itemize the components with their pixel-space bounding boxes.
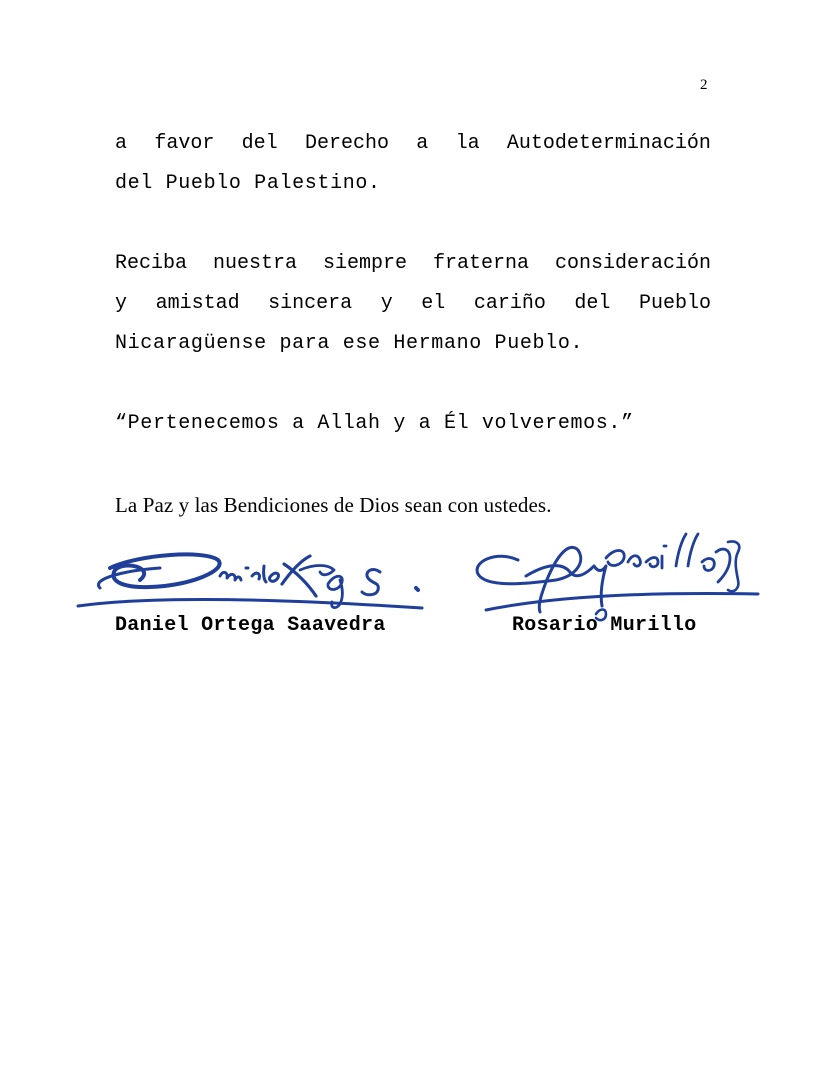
word: a bbox=[416, 132, 429, 155]
word: siempre bbox=[322, 252, 407, 275]
word: consideración bbox=[554, 252, 711, 275]
word: la bbox=[455, 132, 480, 155]
quote-line: “Pertenecemos a Allah y a Él volveremos.” bbox=[115, 412, 634, 435]
word: a bbox=[115, 132, 128, 155]
word: nuestra bbox=[212, 252, 297, 275]
page-number: 2 bbox=[700, 77, 708, 93]
paragraph-2-line-2 bbox=[115, 291, 711, 317]
paragraph-2-line-1 bbox=[115, 251, 711, 277]
word: y bbox=[115, 292, 128, 315]
word: sincera bbox=[268, 292, 353, 315]
paragraph-1-line-2: del Pueblo Palestino. bbox=[115, 172, 381, 195]
word: cariño bbox=[473, 292, 546, 315]
word: favor bbox=[154, 132, 215, 155]
word: el bbox=[421, 292, 446, 315]
paragraph-2-line-3: Nicaragüense para ese Hermano Pueblo. bbox=[115, 332, 584, 355]
word: Pueblo bbox=[638, 292, 711, 315]
paragraph-1-line-1 bbox=[115, 131, 711, 157]
word: Derecho bbox=[304, 132, 389, 155]
signer-name-daniel-ortega: Daniel Ortega Saavedra bbox=[115, 614, 386, 637]
signature-rosario-murillo bbox=[466, 522, 766, 622]
word: amistad bbox=[155, 292, 240, 315]
closing-line: La Paz y las Bendiciones de Dios sean con ustedes. bbox=[115, 493, 552, 517]
word: Reciba bbox=[115, 252, 188, 275]
word: del bbox=[574, 292, 611, 315]
signature-daniel-ortega bbox=[70, 540, 430, 620]
word: fraterna bbox=[432, 252, 529, 275]
word: del bbox=[241, 132, 278, 155]
word: y bbox=[380, 292, 393, 315]
signer-name-rosario-murillo: Rosario Murillo bbox=[512, 614, 697, 637]
word: Autodeterminación bbox=[506, 132, 711, 155]
